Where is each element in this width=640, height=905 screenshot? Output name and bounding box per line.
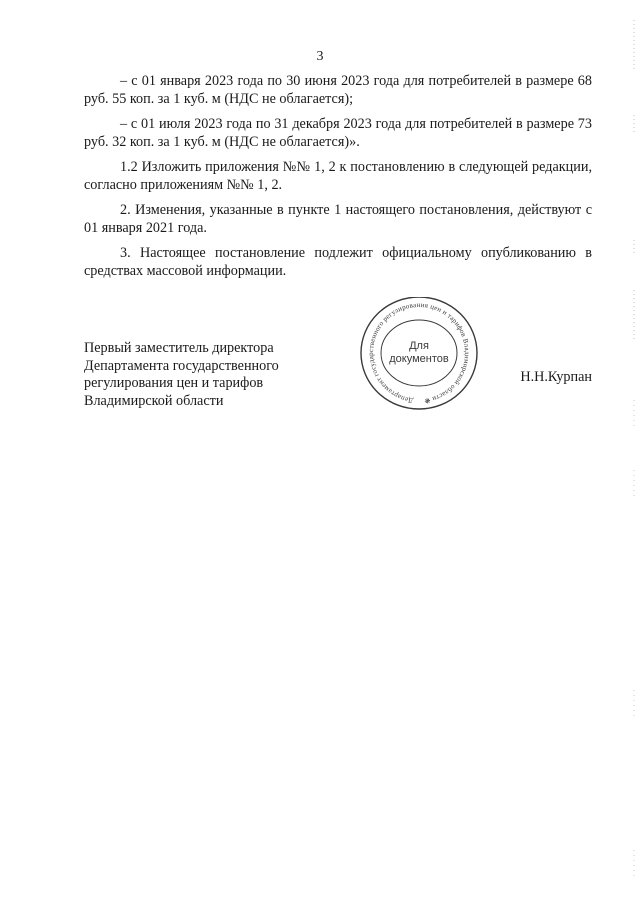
signer-position-line: Владимирской области xyxy=(84,392,224,409)
stamp-center-line-2: документов xyxy=(389,353,449,365)
signer-position-line: регулирования цен и тарифов xyxy=(84,375,264,391)
document-body xyxy=(84,72,592,287)
paragraph-tariff-second-half-2023: – с 01 июля 2023 года по 31 декабря 2023 года для потребителей в размере 73 руб. 32 коп. за 1 куб. м (НДС не облагается)». xyxy=(84,116,592,150)
stamp-ring-text: Департамент государственного регулирования цен и тарифов Владимирской области ❋ xyxy=(366,300,472,405)
paragraph-effective-date: 2. Изменения, указанные в пункте 1 настоящего постановления, действуют с 01 января 2021 года. xyxy=(84,202,592,236)
stamp-center-line-1: Для xyxy=(409,340,429,352)
paragraph-publication: 3. Настоящее постановление подлежит официальному опубликованию в средствах массовой информации. xyxy=(84,245,592,279)
signer-position-line: Департамента государственного xyxy=(84,357,279,374)
signer-position-line: Первый заместитель директора xyxy=(84,340,274,356)
paragraph-appendices: 1.2 Изложить приложения №№ 1, 2 к постановлению в следующей редакции, согласно приложениям №№ 1, 2. xyxy=(84,159,592,193)
scan-edge-marks xyxy=(631,0,637,905)
signer-position xyxy=(84,340,324,410)
official-seal-stamp xyxy=(344,297,494,411)
paragraph-tariff-first-half-2023: – с 01 января 2023 года по 30 июня 2023 года для потребителей в размере 68 руб. 55 коп. за 1 куб. м (НДС не облагается); xyxy=(84,73,592,107)
signer-name: Н.Н.Курпан xyxy=(520,369,592,385)
page-number: 3 xyxy=(316,49,324,64)
